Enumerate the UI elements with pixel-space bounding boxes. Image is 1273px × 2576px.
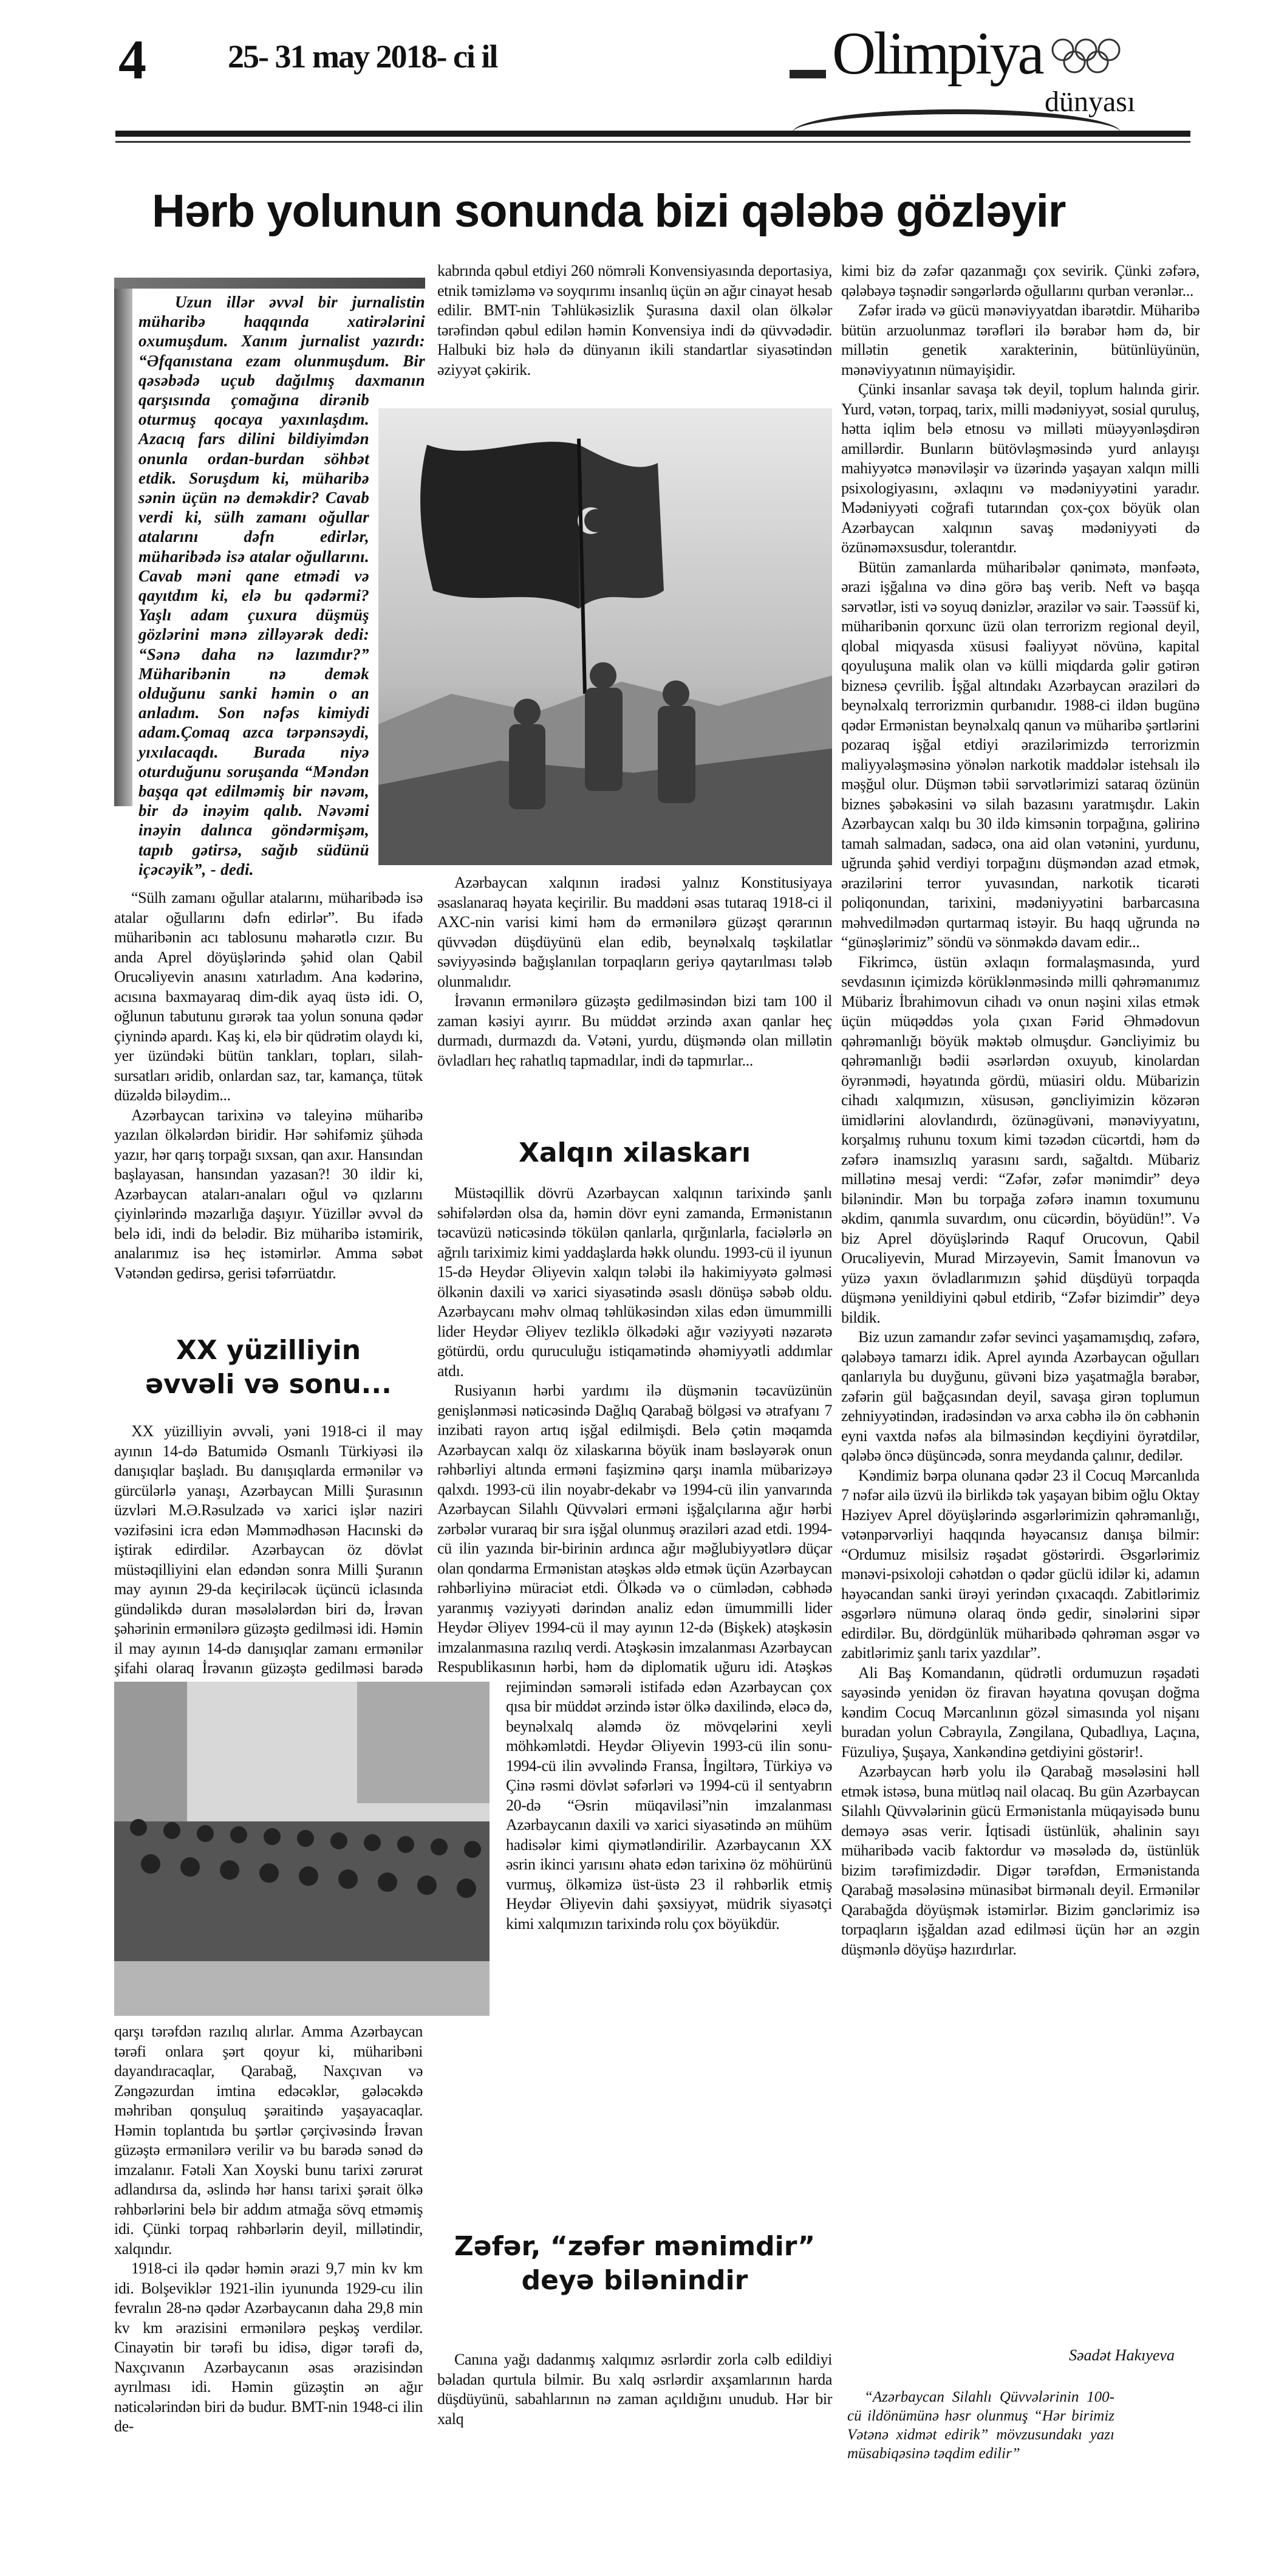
contest-caption [847, 2388, 1114, 2463]
logo-dash [790, 70, 826, 78]
paragraph: XX yüzilliyin əvvəli, yəni 1918-ci il may ayının 14-də Batumidə Osmanlı Türkiyəsi ilə danışıqlar başladı. Bu danışıqlarda ermənilər və gürcülərlə yanaşı, Azərbaycan Milli Şurasının üzvləri M.Ə.Rəsulzadə və xarici işlər naziri vəzifəsini icra edən Məmmədhəsən Hacınski də iştirak edirdilər. Azərbaycan öz dövlət müstəqilliyini elan edəndən sonra Milli Şuranın may ayının 29-da keçiriləcək üçüncü iclasında gündəlikdə duran məsələlərdən biri də, İrəvan şəhərinin ermənilərə güzəştə gedilməsi idi. Həmin il may ayının 14-də danışıqlar zamanı ermənilər şifahi olaraq İrəvanın güzəştə gedilməsi barədə qarşı tərəfdən razılıq alırlar. Amma Azərbaycan tərəfi onlara şərt qoyur ki, müharibəni dayandıracaqlar, Qarabağ, Naxçıvan və Zəngəzurdan imtina edəcəklər, gələcəkdə məhriban qonşuluq şəraitində yaşayacaqlar. Həmin toplantıda bu şərtlər çərçivəsində İrəvan güzəştə ermənilərə verilir və bu barədə sənəd də imzalanır. Fətəli Xan Xoyski bunu tarixi zərurət adlandırsa da, əslində hər hansı tarixi şərait ölkə rəhbərlərini belə bir addım atmağa sövq etməmiş idi. Çünki torpaq rəhbərlərin deyil, millətindir, xalqındır. [114, 1422, 423, 2258]
col3-text [841, 261, 1200, 1959]
col2-after-photo-text [437, 873, 832, 1070]
section-heading-savior: Xalqın xilaskarı [518, 1137, 751, 1168]
page-number: 4 [118, 29, 146, 91]
paragraph: Azərbaycan tarixinə və taleyinə müharibə yazılan ölkələrdən biridir. Hər səhifəmiz şühəda yazır, hər qarış torpağı sıxsan, qan axır. Hansından başlayasan, hansından yazasan?! 30 ildir ki, Azərbaycan ataları-anaları oğul və qızlarını çiyinlərində məzarlığa daşıyır. Yüzillər əvvəl də belə idi, indi də belədir. Biz müharibə istəmirik, analarımız isə heç istəmirlər. Amma səbət Vətəndən gedirsə, gerisi təfərrüatdır. [114, 1106, 423, 1282]
paragraph: Çünki insanlar savaşa tək deyil, toplum halında girir. Yurd, vətən, torpaq, tarix, milli mədəniyyət, sosial quruluş, hətta iqlim belə etnosu və milləti müəyyənləşdirən amillərdir. Bunların bütövləşməsində yurd anlayışı mahiyyətcə mənəviləşir və üzərində yaşayan xalqın milli psixologiyasını, əxlaqını və mədəniyyətini yaradır. Mədəniyyəti coğrafi tutarından çox-çox böyük olan Azərbaycan xalqının savaş mədəniyyəti də özünəməxsusdur, tolerantdır. [841, 380, 1200, 556]
col2-top-text [437, 261, 832, 380]
section2-text [437, 1184, 832, 2022]
paragraph: Rusiyanın hərbi yardımı ilə düşmənin təcavüzünün genişlənməsi nəticəsində Dağlıq Qarabağ bölgəsi və ətrafyanı 7 inzibati rayon artıq işğal edilmişdi. Belə çətin məqamda Azərbaycan xalqı öz xilaskarına böyük inam bəsləyərək onun rəhbərliyi altında erməni faşizminə qarşı inamla mübarizəyə qalxdı. 1993-cü ilin noyabr-dekabr və 1994-cü ilin yanvarında Azərbaycan Silahlı Qüvvələri erməni işğalçılarına ağır hərbi zərbələr vuraraq bir sıra işğal olunmuş əraziləri azad etdi. 1994-cü ilin yazında bir-birinin ardınca ağır məğlubiyyətlərə düçar olan qondarma Ermənistan atəşkəs əldə etmək üçün Azərbaycan rəhbərliyinə müraciət etdi. Ölkədə və o cümlədən, cəbhədə yaranmış vəziyyəti dərindən analiz edən ümummilli lider Heydər Əliyev 1994-cü il may ayının 12-də (Bişkek) atəşkəsin imzalanmasına razılıq verdi. Atəşkəsin imzalanması Azərbaycan Respublikasının hərbi, həm də diplomatik uğuru idi. Atəşkəs rejimindən səmərəli istifadə edən Azərbaycan çox qısa bir müddət ərzində istər ölkə daxilində, eləcə də, beynəlxalq aləmdə öz mövqelərini xeyli möhkəmlətdi. Heydər Əliyevin 1993-cü ilin sonu-1994-cü ilin əvvəlində Fransa, İngiltərə, Türkiyə və Çinə rəsmi dövlət səfərləri və 1994-cü il sentyabrın 20-də “Əsrin müqaviləsi”nin imzalanması Azərbaycanın daxili və xarici siyasətində ən mühüm hadisələr kimi qiymətləndirilir. Azərbaycanın XX əsrin ikinci yarısını əhatə edən tarixinə öz möhürünü vurmuş, ölkəmizə üst-üstə 23 il rəhbərlik etmiş Heydər Əliyevin dahi şəxsiyyət, müdrik siyasətçi kimi xalqımızın tarixində rolu çox böyükdür. [437, 1382, 832, 1933]
header-rule-thin [115, 141, 1190, 143]
section-heading-victory [437, 2230, 832, 2298]
paragraph: Ali Baş Komandanın, qüdrətli ordumuzun rəşadəti sayəsində yenidən öz firavan həyatına qovuşan doğma kəndim Cocuq Mərcanlının gözəl simasında yol nişanı buradan yolun Cəbrayıla, Zəngilana, Qubadlıya, Laçına, Füzuliyə, Şuşaya, Xankəndinə getdiyini göstərir!. [841, 1663, 1200, 1761]
paragraph: Fikrimcə, üstün əxlaqın formalaşmasında, yurd sevdasının içimizdə körüklənməsində milli qəhrəmanımız Mübariz İbrahimovun cihadı və onun nəşini xilas etmək üçün müqəddəs yola çıxan Fərid Əhmədovun qəhrəmanlığı böyük məktəb olmuşdur. Gəncliyimiz bu qəhrəmanlığı bədii əsərlərdən oxuyub, kinolardan öyrənmədi, həyatında gördü, müasiri oldu. Mübarizin cihadı xalqımızın, xüsusən, gəncliyimizin közərən ümidlərini alovlandırdı, özünəgüvəni, mənəviyyatını, korşalmış ruhunu toxum kimi təzədən cücərtdi, həm də zəfərə inamsızlıq yarasını sardı, sağaltdı. Mübariz millətinə mesaj verdi: “Zəfər, zəfər mənimdir” deyə bilənindir. Mən bu torpağa zəfərə inamın toxumunu əkdim, qanımla suvardım, onu cücərdin, böyüdün!”. Və biz Aprel döyüşlərində Raquf Orucovun, Qabil Orucəliyevin, Murad Mirzəyevin, Samit İmanovun və yüzə yaxın övladlarımızın şəhid düşdüyü torpaqda düşmənə yenildiyini qəbul etdirib, “Zəfər bizimdir” deyə bildik. [841, 953, 1200, 1326]
paragraph: kabrında qəbul etdiyi 260 nömrəli Konvensiyasında deportasiya, etnik təmizləmə və soyqırımı insanlıq üçün ən ağır cinayət hesab edilir. BMT-nin Təhlükəsizlik Şurasına daxil olan ölkələr tərəfindən qəbul edilən həmin Konvensiya indi də qüvvədədir. Halbuki biz hələ də dünyanın ikili standartlar siyasətindən əziyyət çəkirik. [437, 262, 832, 379]
header-rule [115, 131, 1190, 137]
heading-line: Zəfər, “zəfər mənimdir” [454, 2231, 816, 2262]
newspaper-logo [790, 12, 1136, 134]
paragraph: Azərbaycan xalqının iradəsi yalnız Konstitusiyaya əsaslanaraq həyata keçirilir. Bu maddəni əsas tutaraq 1918-ci il AXC-nin varisi kimi həm də ermənilərə güzəşt qərarının qüvvədən düşdüyünü elan edib, beynəlxalq təşkilatlar səviyyəsində bağışlanılan torpaqların geriyə qaytarılması tələb olunmalıdır. [437, 874, 832, 990]
heading-line: XX yüzilliyin [176, 1335, 361, 1366]
lead-shade [114, 278, 132, 806]
section-heading-xx-century [114, 1334, 423, 1402]
paragraph: Kəndimiz bərpa olunana qədər 23 il Cocuq Mərcanlıda 7 nəfər ailə üzvü ilə birlikdə tək yaşayan bibim oğlu Oktay Həziyev Aprel döyüşlərində əsgərlərimizin qəhrəmanlığı, vətənpərvərliyi haqqında həyəcansız danışa bilmir: “Ordumuz misilsiz rəşadət göstərirdi. Əsgərlərimiz mənəvi-psixoloji cəhətdən o qədər güclü idilər ki, adamın həyəcandan sanki ürəyi yerindən çıxacaqdı. Zabitlərimiz əsgərlərə nümunə olaraq öndə gedir, sinələrini sipər edirdilər. Bu, dördgünlük müharibədə qəhrəman əsgər və zabitlərimiz şanlı tarix yazdılar”. [841, 1466, 1200, 1662]
paragraph: 1918-ci ilə qədər həmin ərazi 9,7 min kv km idi. Bolşeviklər 1921-ilin iyununda 1929-cu ilin fevralın 28-nə qədər Azərbaycanın daha 29,8 min kv km ərazisini ermənilərə peşkəş verdilər. Cinayətin bir tərəfi bu idisə, digər tərəfi də, Naxçıvanın Azərbaycanın əsas ərazisindən ayrılması idi. Həmin güzəştin ən ağır nəticələrindən biri də budur. BMT-nin 1948-ci ilin de- [114, 2259, 423, 2435]
logo-subtitle: dünyası [1045, 86, 1136, 118]
paragraph: Canına yağı dadanmış xalqımız əsrlərdir zorla cəlb edildiyi bəladan qurtula bilmir. Bu xalq əsrlərdir axşamlarının harda düşdüyünü, sabahlarının nə zaman açıldığını unudub. Hər bir xalq [437, 2351, 832, 2428]
section3-text [437, 2350, 832, 2429]
paragraph: Zəfər iradə və gücü mənəviyyatdan ibarətdir. Müharibə bütün arzuolunmaz tərəfləri ilə bərabər həm də, bir millətin genetik xarakterinin, bütünlüyünün, mənəviyyatının nümayişidir. [841, 301, 1200, 379]
paragraph: Biz uzun zamandır zəfər sevinci yaşamamışdıq, zəfərə, qələbəyə tamarzı idik. Aprel ayında Azərbaycan oğulları qanlarıyla bu duyğunu, güvəni bizə yaşatmağla bərabər, zəfərin gül bağçasından deyil, savaşa girən toplumun zehniyyətindən, iradəsindən və arxa cəbhə ilə ön cəbhənin eyni vaxtda nəfəs ala bilməsindən keçdiyini öyrətdilər, qələbə öncə düşüncədə, sonra meydanda çalınır, dedilər. [841, 1328, 1200, 1464]
article-headline: Hərb yolunun sonunda bizi qələbə gözləyir [152, 185, 1066, 237]
photo-marching-soldiers [114, 1682, 490, 2016]
paragraph: Azərbaycan hərb yolu ilə Qarabağ məsələsini həll etmək istəsə, buna mütləq nail olacaq. Bu gün Azərbaycan Silahlı Qüvvələrinin gücü Ermənistanla müqayisədə bunu deməyə əsas verir. İqtisadi üstünlük, əhalinin sayı müharibədə vacib faktordur və məsələdə də, üstünlük bizim tərəfimizdədir. Digər tərəfdən, Ermənistanda Qarabağ məsələsinə münasibət birmənalı deyil. Ermənilər Qarabağda döyüşmək istəmirlər. Bizim gənclərimiz isə torpaqların işğaldan azad edilməsi üçün hər an əzgin düşmənlə döyüşə hazırdırlar. [841, 1762, 1200, 1958]
lead-paragraph: Uzun illər əvvəl bir jurnalistin müharibə haqqında xatirələrini oxumuşdum. Xanım jurnalist yazırdı: “Əfqanıstana ezam olunmuşdum. Bir qəsəbədə uçub dağılmış daxmanın qarşısında çomağına dirənib oturmuş qocaya yaxınlaşdım. Azacıq fars dilini bildiyimdən onunla ordan-burdan söhbət etdik. Soruşdum ki, müharibə sənin üçün nə deməkdir? Cavab verdi ki, sülh zamanı oğullar atalarını dəfn edirlər, müharibədə isə atalar oğullarını. Cavab məni qane etmədi və qayıtdım ki, elə bu qədərmi? Yaşlı adam çuxura düşmüş gözlərini mənə zilləyərək dedi: “Sənə daha nə lazımdır?” Müharibənin nə demək olduğunu sanki həmin o an anladım. Son nəfəs kimiydi adam.Çomaq azca tərpənsəydi, yıxılacaqdı. Burada niyə oturduğunu soruşanda “Məndən başqa qət edilməmiş bir nəvəm, bir də inəyim qalıb. Nəvəmi inəyin dalınca göndərmişəm, tapıb gətirsə, sağıb südünü içəcəyik”, - dedi. [138, 293, 425, 879]
paragraph: İrəvanın ermənilərə güzəştə gedilməsindən bizi tam 100 il zaman kəsiyi ayırır. Bu müddət ərzində axan qanlar heç durmadı, durmazdı da. Vətəni, yurdu, düşməndə olan millətin övladları heç rahatlıq tapmadılar, indi də tapmırlar... [437, 992, 832, 1069]
paragraph: Bütün zamanlarda müharibələr qənimətə, mənfəətə, ərazi işğalına və dinə görə baş verib. Neft və başqa sərvətlər, isti və soyuq dənizlər, ərazilər və sair. Təəssüf ki, müharibənin qorxunc üzü olan terrorizm regional deyil, qlobal miqyasda xüsusi fəaliyyət növünə, kapital qoyuluşuna malik olan və külli miqdarda gəlir gətirən biznesə çevrilib. İşğal altındakı Azərbaycan əraziləri də beynəlxalq terrorizmin qurbanıdır. 1988-ci ildən bugünə qədər Ermənistan beynəlxalq qanun və müharibə şərtlərini pozaraq işğal etdiyi ərazilərimizdə terrorizmin maliyyələşməsinə yönələn narkotik maddələr istehsalı ilə məşğul olur. Düşmən təbii sərvətlərimizi sataraq özünün biznes şəbəkəsini və silah bazasını yaratmışdır. Lakin Azərbaycan xalqı bu 30 ildə kimsənin torpağına, gəlirinə tamah salmadan, sadəcə, ona aid olan vətənini, yurdunu, uğrunda şəhid verdiyi torpağını düşməndən azad etmək, ərazilərini terror yuvasından, narkotik ticarəti poliqonundan, tarixini, mədəniyyətini barbarcasına məhvedilmədən qurtarmaq istəyir. Bu haqq uğrunda nə “günəşlərimiz” söndü və sönməkdə davam edir... [841, 558, 1200, 951]
paragraph: kimi biz də zəfər qazanmağı çox sevirik. Çünki zəfərə, qələbəyə təşnədir səngərlərdə oğullarını qurban verənlər... [841, 262, 1200, 300]
photo-soldiers-with-flag [378, 408, 832, 865]
caption-text: “Azərbaycan Silahlı Qüvvələrinin 100-cü ildönümünə həsr olunmuş “Hər birimiz Vətənə xidmət edirik” mövzusundakı yazı müsabiqəsinə təqdim edilir” [847, 2389, 1114, 2462]
lead-top-bar [114, 278, 425, 289]
paragraph: “Sülh zamanı oğullar atalarını, müharibədə isə atalar oğullarını dəfn edirlər”. Bu ifadə müharibənin acı tablosunu məharətlə cızır. Bu anda Aprel döyüşlərində şəhid olan Qabil Orucəliyevin anasını xatırladım. Ana kədərinə, acısına baxmayaraq dim-dik ayaq üstə idi. O, oğlunun tabutunu gırərək taa yolun sonuna qədər çiynində apardı. Kaş ki, elə bir qüdrətim olaydı ki, yer üzündəki bütün tankları, topları, silah-sursatları əridib, onlardan saz, tar, kamança, tütək düzəldə biləydim... [114, 889, 423, 1104]
author-signature: Səadət Hakıyeva [1069, 2346, 1175, 2364]
col1-intro-text [114, 888, 423, 1283]
paragraph: Müstəqillik dövrü Azərbaycan xalqının tarixində şanlı səhifələrdən olsa da, həmin dövr eyni zamanda, Ermənistanın təcavüzü nəticəsində tökülən qanlarla, qırğınlarla, faciələrlə ən ağrılı tariximiz kimi yaddaşlarda həkk olundu. 1993-cü il iyunun 15-də Heydər Əliyevin xalqın tələbi ilə hakimiyyətə gəlməsi ölkənin daxili və xarici siyasətində əsaslı dönüşə səbəb oldu. Azərbaycanı məhv olmaq təhlükəsindən xilas edən ümummilli lider Heydər Əliyev tezliklə ölkədəki ağır vəziyyəti nəzarətə götürdü, ordu quruculuğu istiqamətində əhəmiyyətli addımlar atdı. [437, 1184, 832, 1380]
heading-line: deyə bilənindir [521, 2265, 748, 2296]
logo-title: Olimpiya [832, 19, 1042, 87]
heading-line: əvvəli və sonu... [145, 1369, 392, 1400]
olympic-rings-icon [1051, 36, 1124, 85]
issue-date: 25- 31 may 2018- ci il [228, 38, 497, 75]
